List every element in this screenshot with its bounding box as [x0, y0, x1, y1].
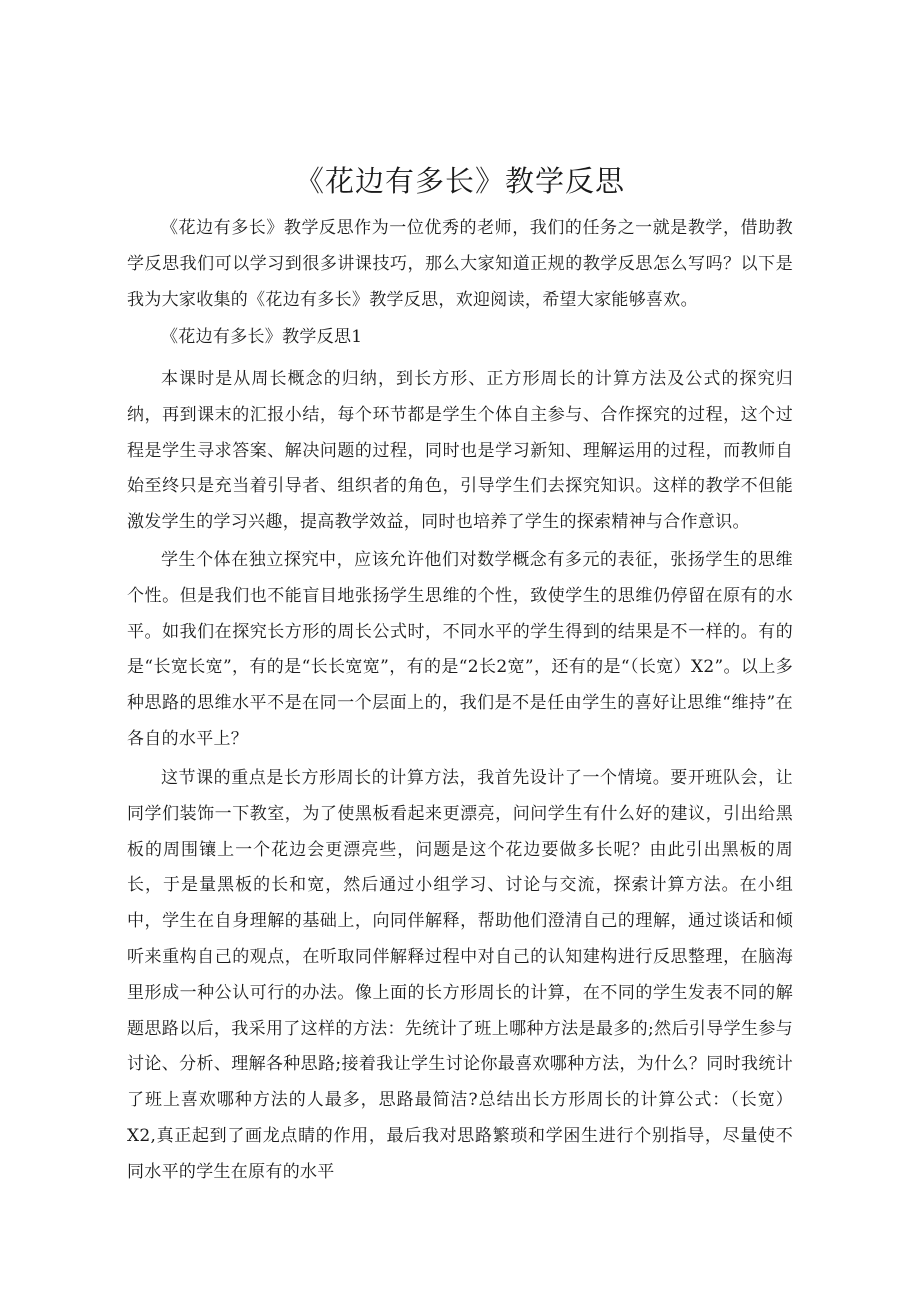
section-heading: 《花边有多长》教学反思1: [161, 327, 363, 347]
intro-paragraph: 《花边有多长》教学反思作为一位优秀的老师，我们的任务之一就是教学，借助教学反思我们可以学习到很多讲课技巧，那么大家知道正规的教学反思怎么写吗？以下是我为大家收集的《花边有多长》教学反思，欢迎阅读，希望大家能够喜欢。: [127, 218, 793, 310]
document-title: 《花边有多长》教学反思: [294, 164, 625, 198]
body-paragraph: 这节课的重点是长方形周长的计算方法，我首先设计了一个情境。要开班队会，让同学们装饰一下教室，为了使黑板看起来更漂亮，问问学生有什么好的建议，引出给黑板的周围镶上一个花边会更漂亮些，问题是这个花边要做多长呢？由此引出黑板的周长，于是量黑板的长和宽，然后通过小组学习、讨论与交流，探索计算方法。在小组中，学生在自身理解的基础上，向同伴解释，帮助他们澄清自己的理解，通过谈话和倾听来重构自己的观点，在听取同伴解释过程中对自己的认知建构进行反思整理，在脑海里形成一种公认可行的办法。像上面的长方形周长的计算，在不同的学生发表不同的解题思路以后，我采用了这样的方法：先统计了班上哪种方法是最多的;然后引导学生参与讨论、分析、理解各种思路;接着我让学生讨论你最喜欢哪种方法，为什么？同时我统计了班上喜欢哪种方法的人最多，思路最简洁?总结出长方形周长的计算公式：（长宽）X2,真正起到了画龙点睛的作用，最后我对思路繁琐和学困生进行个别指导，尽量使不同水平的学生在原有的水平: [127, 768, 793, 1182]
body-paragraph: 学生个体在独立探究中，应该允许他们对数学概念有多元的表征，张扬学生的思维个性。但是我们也不能盲目地张扬学生思维的个性，致使学生的思维仍停留在原有的水平。如我们在探究长方形的周长公式时，不同水平的学生得到的结果是不一样的。有的是“长宽长宽”，有的是“长长宽宽”，有的是“2长2宽”，还有的是“（长宽）X2”。以上多种思路的思维水平不是在同一个层面上的，我们是不是任由学生的喜好让思维“维持”在各自的水平上？: [127, 550, 793, 749]
body-paragraph: 本课时是从周长概念的归纳，到长方形、正方形周长的计算方法及公式的探究归纳，再到课末的汇报小结，每个环节都是学生个体自主参与、合作探究的过程，这个过程是学生寻求答案、解决问题的过程，同时也是学习新知、理解运用的过程，而教师自始至终只是充当着引导者、组织者的角色，引导学生们去探究知识。这样的教学不但能激发学生的学习兴趣，提高教学效益，同时也培养了学生的探索精神与合作意识。: [127, 369, 793, 533]
